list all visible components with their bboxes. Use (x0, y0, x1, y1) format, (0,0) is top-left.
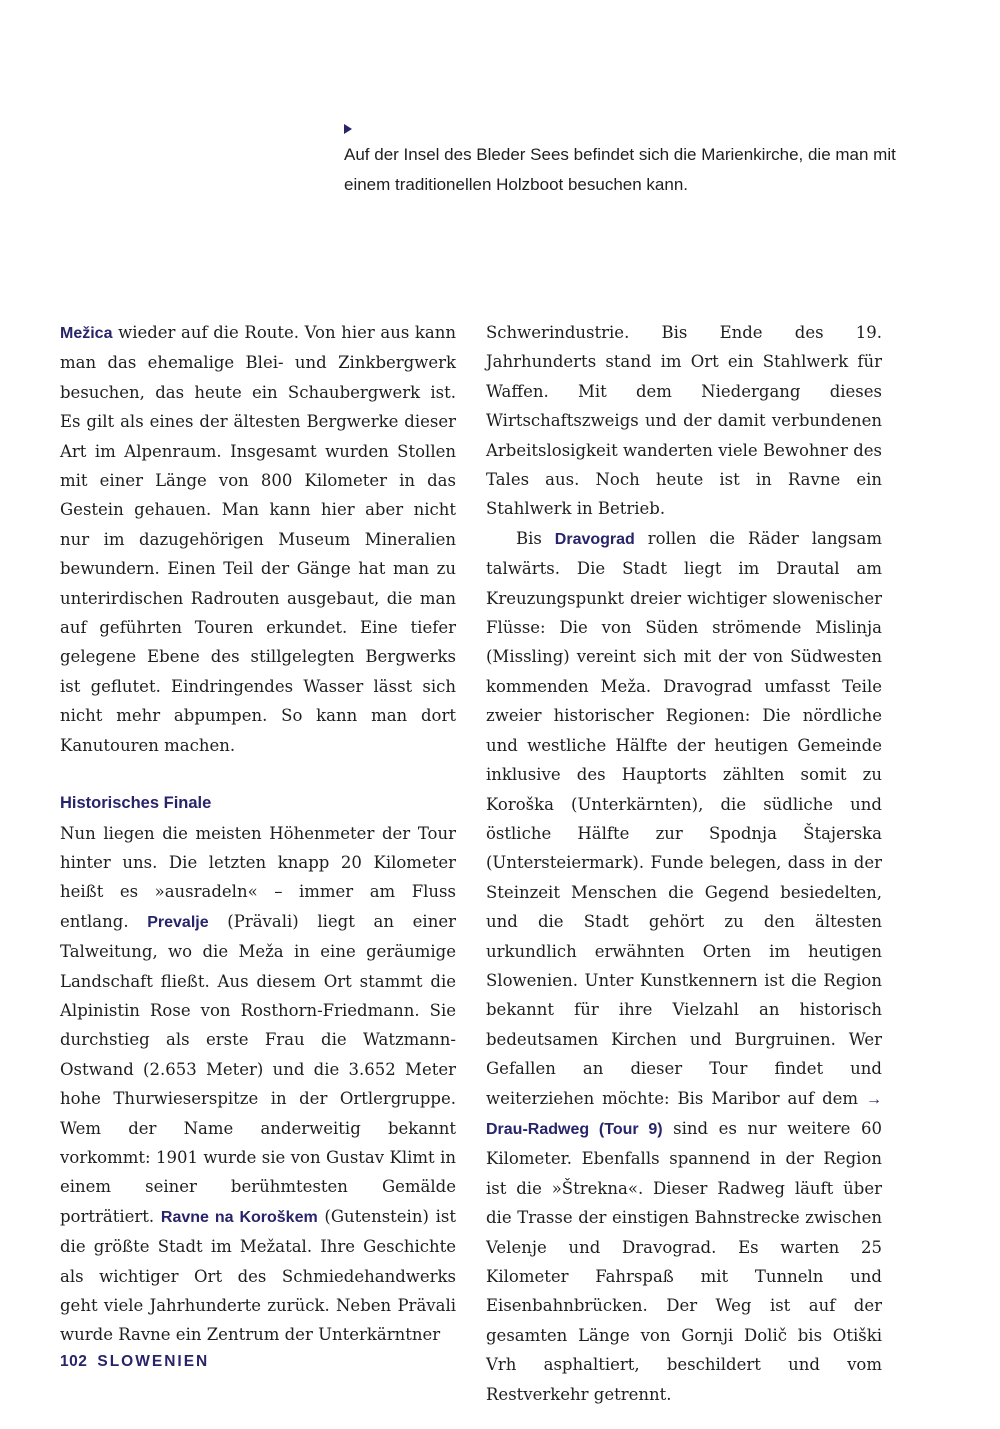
section-heading: Historisches Finale (60, 794, 212, 813)
caption-text: Auf der Insel des Bleder Sees befindet sich die Marienkirche, die man mit einem traditionellen Holzboot besuchen kann. (344, 145, 896, 194)
paragraph-text: wieder auf die Route. Von hier aus kann man das ehemalige Blei- und Zinkbergwerk besuchen, das heute ein Schaubergwerk ist. Es gilt als eines der ältesten Bergwerke dieser Art im Alpenraum. Insgesamt wurden Stollen mit einer Länge von 800 Kilometer in das Gestein gehauen. Man kann hier aber nicht nur im dazugehörigen Museum Mineralien bewundern. Einen Teil der Gänge hat man zu unterirdischen Radrouten ausgebaut, die man auf geführten Touren erkundet. Eine tiefer gelegene Ebene des stillgelegten Bergwerks ist geflutet. Eindringendes Wasser lässt sich nicht mehr abpumpen. So kann man dort Kanutouren machen. (60, 323, 456, 755)
paragraph-text: (Prävali) liegt an einer Talweitung, wo die Meža in eine geräumige Landschaft fließt. Aus diesem Ort stammt die Alpinistin Rose von Rosthorn-Friedmann. Sie durchstieg als erste Frau die Watzmann-Ostwand (2.653 Meter) und die 3.652 Meter hohe Thurwieserspitze in der Ortlergruppe. Wem der Name anderweitig bekannt vorkommt: 1901 wurde sie von Gustav Klimt in einem seiner berühmtesten Gemälde porträtiert. (60, 911, 456, 1226)
paragraph (60, 819, 456, 1350)
paragraph-text: Bis (516, 528, 555, 548)
paragraph (60, 318, 456, 760)
place-name: Mežica (60, 325, 113, 342)
paragraph (486, 524, 882, 1409)
place-name: Dravograd (554, 530, 635, 548)
paragraph-text: rollen die Räder langsam talwärts. Die Stadt liegt im Drautal am Kreuzungspunkt dreier wichtiger slowenischer Flüsse: Die von Süden strömende Mislinja (Missling) vereint sich mit der von Südwesten kommenden Meža. Dravograd umfasst Teile zweier historischer Regionen: Die nördliche und westliche Hälfte der heutigen Gemeinde inklusive des Hauptorts zählten somit zu Koroška (Unterkärnten), die südliche und östliche Hälfte zur Spodnja Štajerska (Untersteiermark). Funde belegen, dass in der Steinzeit Menschen die Gegend besiedelten, und die Stadt gehört zu den ältesten urkundlich erwähnten Orten im heutigen Slowenien. Unter Kunstkennern ist die Region bekannt für ihre Vielzahl an historisch bedeutsamen Kirchen und Burgruinen. Wer Gefallen an dieser Tour findet und weiterziehen möchte: Bis Maribor auf dem (486, 528, 882, 1108)
caption-arrow-icon (344, 124, 352, 134)
left-column (60, 318, 456, 1350)
section-title: SLOWENIEN (97, 1353, 210, 1370)
paragraph-text: (Gutenstein) ist die größte Stadt im Mežatal. Ihre Geschichte als wichtiger Ort des Schmiedehandwerks geht viele Jahrhunderte zurück. Neben Prävali wurde Ravne ein Zentrum der Unterkärntner (60, 1206, 456, 1345)
page-number: 102 (60, 1353, 88, 1370)
paragraph-text: Nun liegen die meisten Höhenmeter der Tour hinter uns. Die letzten knapp 20 Kilometer heißt es »ausradeln« – immer am Fluss entlang. (60, 823, 456, 931)
right-column (486, 318, 882, 1409)
photo-caption (344, 120, 904, 200)
place-name: Prevalje (147, 913, 209, 931)
paragraph: Schwerindustrie. Bis Ende des 19. Jahrhunderts stand im Ort ein Stahlwerk für Waffen. Mit dem Niedergang dieses Wirtschaftszweigs und der damit verbundenen Arbeitslosigkeit wanderten viele Bewohner des Tales aus. Noch heute ist in Ravne ein Stahlwerk in Betrieb. (486, 323, 882, 519)
page-footer (60, 1353, 209, 1371)
paragraph-text: sind es nur weitere 60 Kilometer. Ebenfalls spannend in der Region ist die »Štrekna«. Dieser Radweg läuft über die Trasse der einstigen Bahnstrecke zwischen Velenje und Dravograd. Es warten 25 Kilometer Fahrspaß mit Tunneln und Eisenbahnbrücken. Der Weg ist auf der gesamten Länge von Gornji Dolič bis Otiški Vrh asphaltiert, beschildert und vom Restverkehr getrennt. (486, 1118, 882, 1404)
place-name: Ravne na Koroškem (160, 1208, 318, 1226)
tour-cross-reference-link[interactable]: → Drau-Radweg (Tour 9) (486, 1090, 882, 1138)
